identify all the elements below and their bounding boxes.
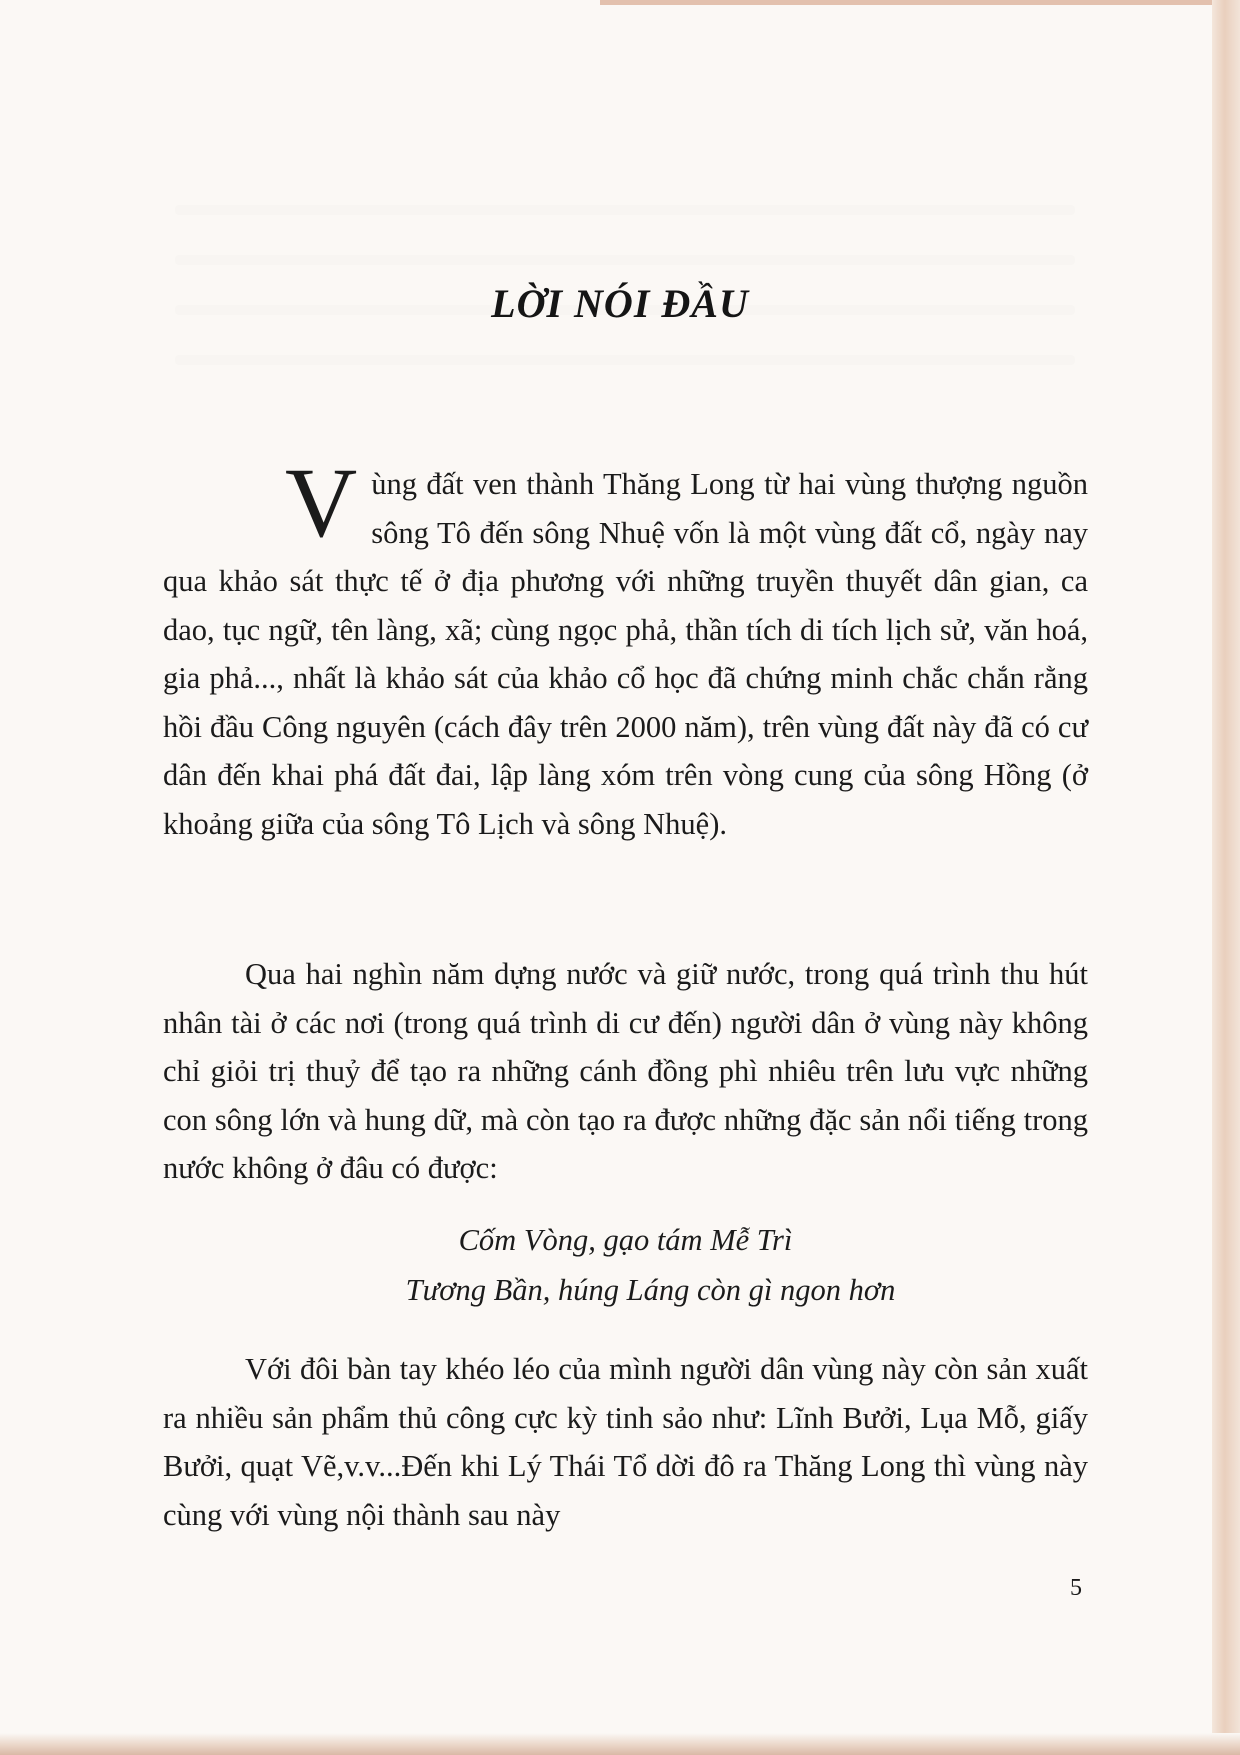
paragraph-1 xyxy=(163,447,1088,848)
paragraph-3: Với đôi bàn tay khéo léo của mình người dân vùng này còn sản xuất ra nhiều sản phẩm thủ công cực kỳ tinh sảo như: Lĩnh Bưởi, Lụa Mỗ, giấy Bưởi, quạt Vẽ,v.v...Đến khi Lý Thái Tổ dời đô ra Thăng Long thì vùng này cùng với vùng nội thành sau này xyxy=(163,1352,1088,1532)
poem-line-2: Tương Bần, húng Láng còn gì ngon hơn xyxy=(405,1273,896,1307)
poem-line-1: Cốm Vòng, gạo tám Mễ Trì xyxy=(458,1223,793,1257)
page-number: 5 xyxy=(1070,1575,1082,1601)
show-through-line xyxy=(175,355,1075,365)
poem-quote xyxy=(163,1215,1088,1315)
page-top-edge xyxy=(600,0,1220,5)
show-through-line xyxy=(175,205,1075,215)
paragraph-2: Qua hai nghìn năm dựng nước và giữ nước, trong quá trình thu hút nhân tài ở các nơi (trong quá trình di cư đến) người dân ở vùng này không chỉ giỏi trị thuỷ để tạo ra những cánh đồng phì nhiêu trên lưu vực những con sông lớn và hung dữ, mà còn tạo ra được những đặc sản nổi tiếng trong nước không ở đâu có được: xyxy=(163,957,1088,1185)
page-right-edge xyxy=(1212,0,1240,1755)
drop-cap: V xyxy=(285,447,358,558)
page-title: LỜI NÓI ĐẦU xyxy=(491,281,749,326)
paragraph-1-text: ùng đất ven thành Thăng Long từ hai vùng thượng nguồn sông Tô đến sông Nhuệ vốn là một vùng đất cổ, ngày nay qua khảo sát thực tế ở địa phương với những truyền thuyết dân gian, ca dao, tục ngữ, tên làng, xã; cùng ngọc phả, thần tích di tích lịch sử, văn hoá, gia phả..., nhất là khảo sát của khảo cổ học đã chứng minh chắc chắn rằng hồi đầu Công nguyên (cách đây trên 2000 năm), trên vùng đất này đã có cư dân đến khai phá đất đai, lập làng xóm trên vòng cung của sông Hồng (ở khoảng giữa của sông Tô Lịch và sông Nhuệ). xyxy=(163,467,1088,841)
show-through-line xyxy=(175,255,1075,265)
page-bottom-edge xyxy=(0,1733,1240,1755)
